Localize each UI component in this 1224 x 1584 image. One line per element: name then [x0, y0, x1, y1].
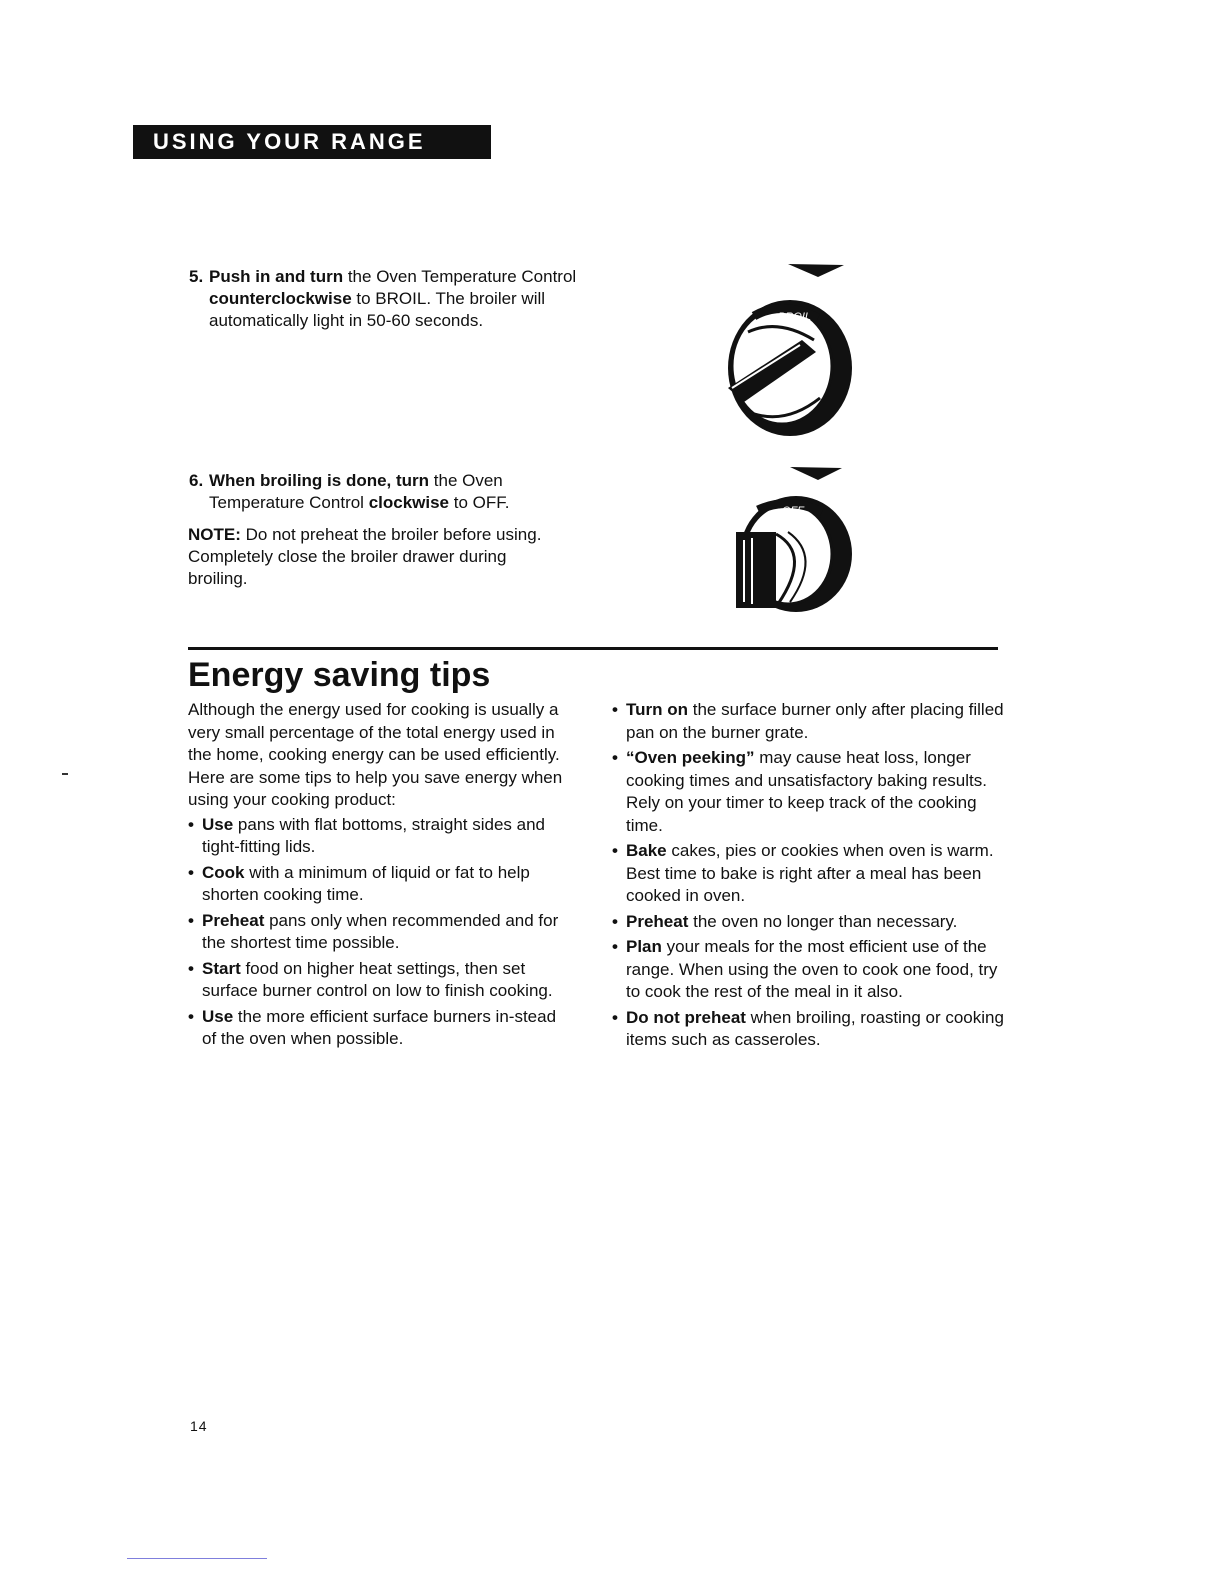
note	[188, 524, 568, 590]
bullet-icon: •	[612, 1007, 618, 1027]
list-item: • Cook with a minimum of liquid or fat to help shorten cooking time.	[188, 862, 530, 904]
step-bold-direction: counterclockwise	[209, 289, 352, 308]
list-item: • “Oven peeking” may cause heat loss, longer cooking times and unsatisfactory baking results. Rely on your timer to keep track of the cooking time.	[612, 748, 987, 835]
bullet-icon: •	[188, 910, 194, 930]
section-header-bar	[133, 125, 491, 159]
list-item: • Do not preheat when broiling, roasting or cooking items such as casseroles.	[612, 1007, 1004, 1049]
bullet-icon: •	[188, 958, 194, 978]
bullet-icon: •	[188, 1006, 194, 1026]
bullet-icon: •	[188, 862, 194, 882]
step-text: the Oven Temperature Control	[209, 471, 503, 512]
step-6	[189, 470, 579, 514]
step-number: 6.	[189, 471, 204, 490]
section-header-title: USING YOUR RANGE	[153, 129, 426, 154]
tips-column-right	[612, 699, 1004, 1055]
step-text-end: to OFF.	[449, 493, 510, 512]
footer-divider	[127, 1558, 267, 1559]
knob-label-broil: BROIL	[778, 311, 812, 323]
list-item: • Start food on higher heat settings, then set surface burner control on low to finish cooking.	[188, 958, 553, 1000]
step-bold-lead: When broiling is done, turn	[209, 471, 430, 490]
list-item: • Preheat the oven no longer than necessary.	[612, 911, 1004, 934]
tips-column-left	[188, 699, 573, 1054]
list-item: • Bake cakes, pies or cookies when oven is warm. Best time to bake is right after a meal has been cooked in oven.	[612, 841, 994, 905]
page-number: 14	[190, 1418, 208, 1434]
bullet-icon: •	[612, 911, 618, 931]
oven-control-knob-off-icon	[730, 492, 856, 616]
pointer-arrow-icon	[790, 465, 842, 481]
section-divider	[188, 647, 998, 650]
note-label: NOTE:	[188, 525, 241, 544]
bullet-icon: •	[612, 841, 618, 860]
bullet-icon: •	[612, 937, 618, 956]
step-5	[189, 266, 579, 332]
pointer-arrow-icon	[788, 262, 844, 278]
step-bold-direction: clockwise	[368, 493, 450, 512]
bullet-icon: •	[188, 814, 194, 834]
note-text: Do not preheat the broiler before using. Completely close the broiler drawer during broiling.	[188, 525, 542, 588]
list-item: • Preheat pans only when recommended and for the shortest time possible.	[188, 910, 559, 952]
list-item: • Turn on the surface burner only after placing filled pan on the burner grate.	[612, 700, 1004, 742]
step-text: the Oven Temperature Control	[343, 267, 577, 286]
section-title: Energy saving tips	[188, 656, 491, 694]
knob-label-off: OFF	[782, 505, 804, 517]
bullet-icon: •	[612, 700, 618, 719]
list-item: • Use pans with flat bottoms, straight sides and tight-fitting lids.	[188, 814, 546, 856]
list-item: • Use the more efficient surface burners in-stead of the oven when possible.	[188, 1006, 557, 1048]
oven-control-knob-broil-icon	[718, 292, 858, 442]
bullet-icon: •	[612, 748, 618, 767]
stray-mark	[62, 773, 68, 775]
section-intro: Although the energy used for cooking is usually a very small percentage of the total energy used in the home, cooking energy can be used efficiently. Here are some tips to help you save energy when using your cooking product:	[188, 700, 563, 809]
step-bold-lead: Push in and turn	[209, 267, 344, 286]
step-text-end: to BROIL. The broiler will automatically light in 50-60 seconds.	[209, 289, 546, 330]
step-number: 5.	[189, 267, 204, 286]
list-item: • Plan your meals for the most efficient use of the range. When using the oven to cook one food, try to cook the rest of the meal in it also.	[612, 937, 998, 1001]
